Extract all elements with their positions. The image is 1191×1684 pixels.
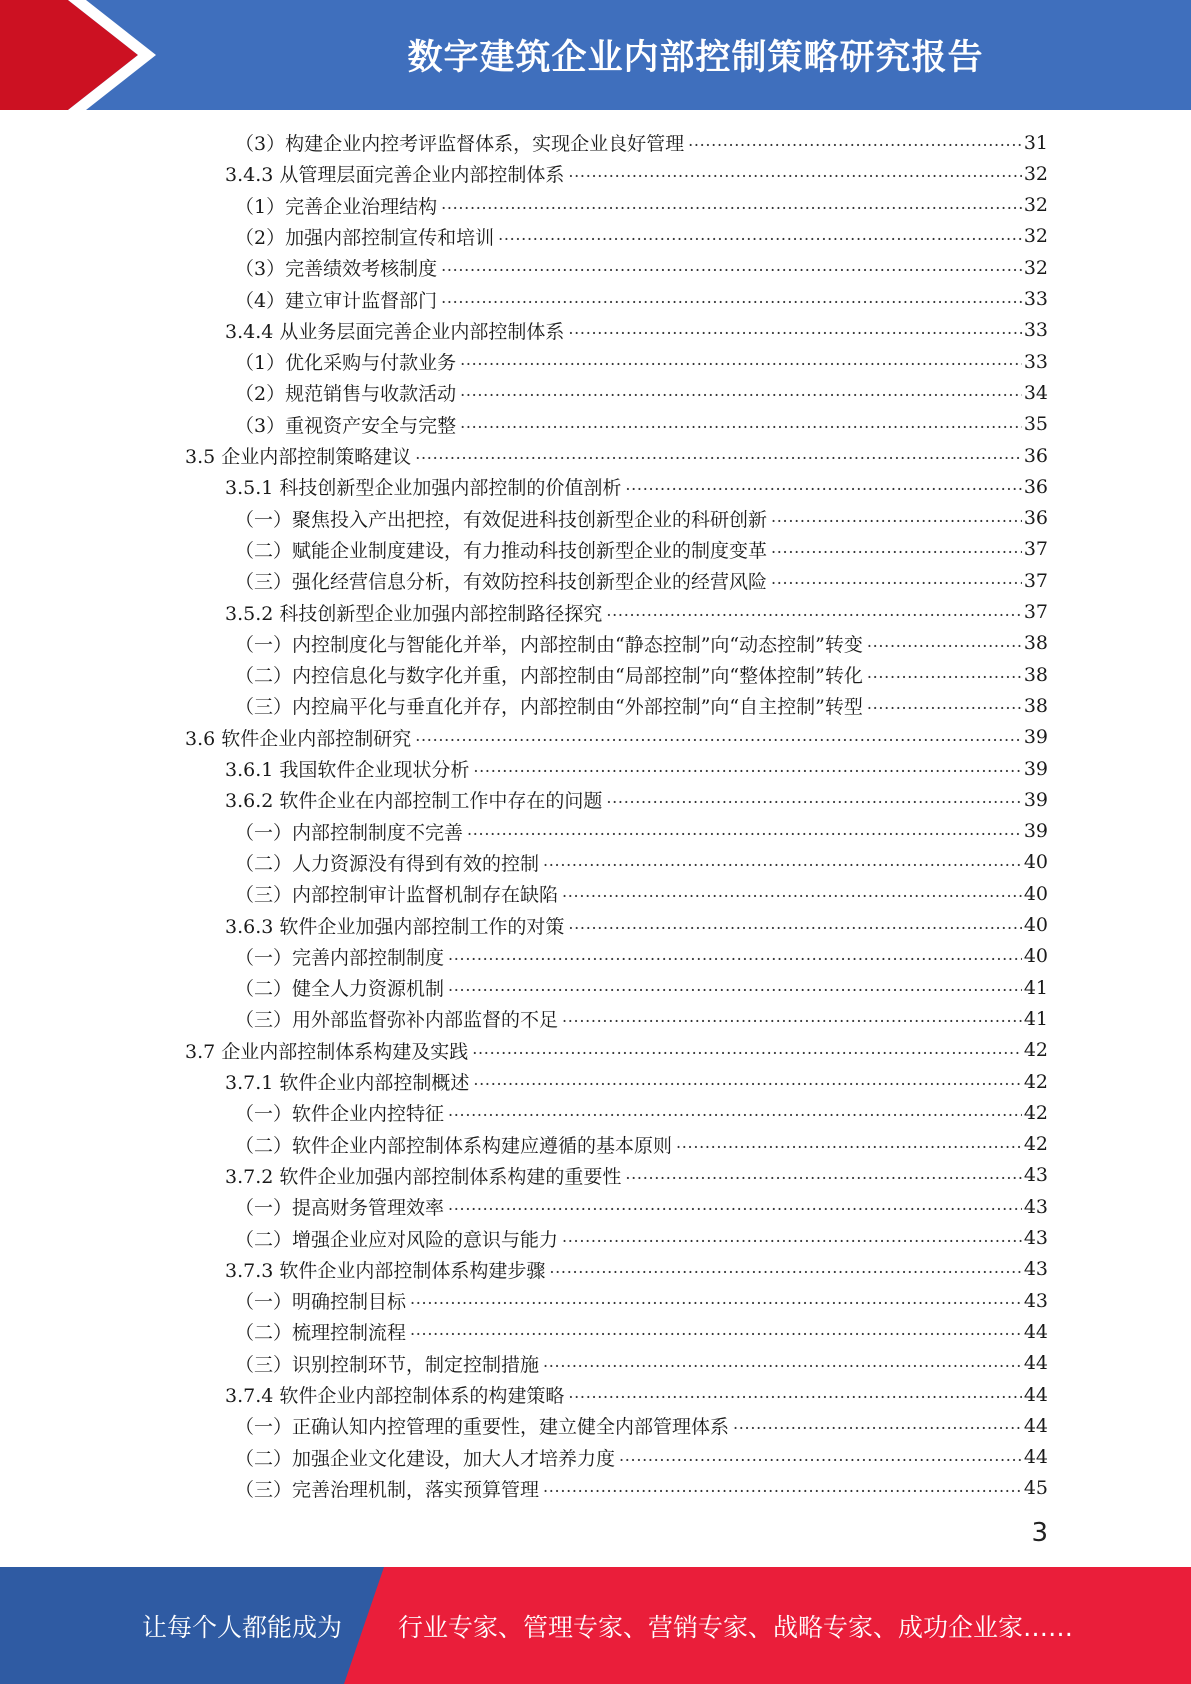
toc-leader-dots [771, 565, 1022, 596]
toc-entry-title: （一）正确认知内控管理的重要性，建立健全内部管理体系 [235, 1416, 730, 1439]
toc-entry-title: 3.7.2 软件企业加强内部控制体系构建的重要性 [225, 1165, 622, 1188]
toc-entry-page: 36 [1023, 507, 1048, 530]
toc-leader-dots [625, 1160, 1021, 1191]
toc-entry-title: 3.7 企业内部控制体系构建及实践 [185, 1040, 469, 1063]
toc-entry-title: （4）建立审计监督部门 [235, 289, 438, 312]
toc-entry-page: 43 [1023, 1258, 1048, 1281]
toc-entry-title: （1）完善企业治理结构 [235, 195, 438, 218]
toc-entry-title: （一）聚焦投入产出把控，有效促进科技创新型企业的科研创新 [235, 508, 768, 531]
toc-entry[interactable] [0, 1191, 1048, 1222]
toc-entry-title: （三）内部控制审计监督机制存在缺陷 [235, 884, 559, 907]
toc-entry[interactable] [0, 1035, 1048, 1066]
toc-leader-dots [867, 659, 1022, 690]
toc-leader-dots [498, 221, 1022, 252]
toc-entry-title: （二）人力资源没有得到有效的控制 [235, 852, 540, 875]
toc-entry[interactable] [0, 440, 1048, 471]
toc-entry[interactable] [0, 910, 1048, 941]
toc-entry-page: 43 [1023, 1289, 1048, 1312]
toc-leader-dots [619, 1442, 1022, 1473]
toc-entry-title: 3.6.2 软件企业在内部控制工作中存在的问题 [225, 790, 603, 813]
toc-leader-dots [460, 409, 1022, 440]
toc-entry[interactable] [0, 565, 1048, 596]
toc-entry[interactable] [0, 1097, 1048, 1128]
toc-leader-dots [543, 1348, 1022, 1379]
toc-entry-page: 33 [1023, 319, 1048, 342]
toc-entry-page: 35 [1023, 413, 1048, 436]
toc-entry-page: 44 [1023, 1383, 1048, 1406]
toc-entry-title: （一）软件企业内控特征 [235, 1103, 445, 1126]
toc-entry[interactable] [0, 753, 1048, 784]
toc-entry-title: 3.4.3 从管理层面完善企业内部控制体系 [225, 164, 565, 187]
toc-leader-dots [606, 784, 1021, 815]
toc-entry-page: 45 [1023, 1477, 1048, 1500]
toc-entry-title: 3.7.4 软件企业内部控制体系的构建策略 [225, 1385, 565, 1407]
toc-entry-page: 44 [1023, 1352, 1048, 1375]
toc-entry[interactable] [0, 1003, 1048, 1034]
toc-entry-page: 39 [1023, 726, 1048, 749]
toc-entry-page: 36 [1023, 444, 1048, 467]
toc-entry-title: （三）内控扁平化与垂直化并存，内部控制由“外部控制”向“自主控制”转型 [235, 696, 863, 719]
toc-entry-page: 40 [1023, 851, 1048, 874]
toc-entry-title: （3）重视资产安全与完整 [235, 414, 457, 437]
page-footer [0, 1567, 1191, 1684]
toc-leader-dots [448, 972, 1022, 1003]
toc-entry[interactable] [0, 315, 1048, 346]
toc-entry-page: 34 [1023, 381, 1048, 404]
toc-leader-dots [568, 158, 1021, 189]
toc-entry-page: 33 [1023, 288, 1048, 310]
page-header [0, 0, 1191, 110]
toc-entry-page: 37 [1023, 601, 1048, 623]
toc-entry-page: 44 [1023, 1446, 1048, 1469]
toc-entry[interactable] [0, 158, 1048, 189]
toc-entry[interactable] [0, 127, 1048, 158]
toc-entry-title: 3.5.2 科技创新型企业加强内部控制路径探究 [225, 602, 603, 625]
toc-entry[interactable] [0, 816, 1048, 847]
toc-leader-dots [415, 722, 1022, 753]
toc-entry[interactable] [0, 346, 1048, 377]
toc-entry-title: 3.6.1 我国软件企业现状分析 [225, 759, 470, 781]
toc-entry[interactable] [0, 377, 1048, 408]
toc-entry[interactable] [0, 252, 1048, 283]
toc-leader-dots [562, 878, 1022, 909]
toc-leader-dots [410, 1316, 1022, 1347]
toc-entry-page: 39 [1023, 788, 1048, 811]
toc-entry-title: （二）加强企业文化建设，加大人才培养力度 [235, 1447, 616, 1470]
toc-entry[interactable] [0, 784, 1048, 815]
toc-entry-title: （二）健全人力资源机制 [235, 978, 445, 1001]
toc-entry-title: （1）优化采购与付款业务 [235, 352, 457, 375]
toc-entry-page: 43 [1023, 1227, 1048, 1249]
toc-entry-title: 3.7.1 软件企业内部控制概述 [225, 1072, 470, 1094]
toc-entry-page: 37 [1023, 538, 1048, 561]
toc-entry-title: 3.5 企业内部控制策略建议 [185, 446, 412, 468]
toc-entry-page: 32 [1023, 162, 1048, 185]
toc-entry[interactable] [0, 284, 1048, 315]
toc-entry[interactable] [0, 628, 1048, 659]
toc-entry[interactable] [0, 1160, 1048, 1191]
toc-leader-dots [568, 1379, 1021, 1410]
toc-leader-dots [771, 503, 1022, 534]
toc-leader-dots [676, 1129, 1022, 1160]
toc-leader-dots [441, 284, 1022, 315]
toc-entry[interactable] [0, 534, 1048, 565]
toc-leader-dots [562, 1003, 1022, 1034]
toc-entry-title: （2）加强内部控制宣传和培训 [235, 226, 495, 249]
toc-leader-dots [606, 597, 1021, 628]
toc-entry-page: 33 [1023, 350, 1048, 373]
toc-entry[interactable] [0, 1348, 1048, 1379]
toc-leader-dots [562, 1223, 1022, 1254]
toc-entry-page: 44 [1023, 1414, 1048, 1437]
toc-entry-title: 3.5.1 科技创新型企业加强内部控制的价值剖析 [225, 477, 622, 500]
toc-entry-title: （一）提高财务管理效率 [235, 1197, 445, 1220]
toc-entry-title: （三）强化经营信息分析，有效防控科技创新型企业的经营风险 [235, 571, 768, 594]
toc-leader-dots [771, 534, 1022, 565]
toc-entry[interactable] [0, 1223, 1048, 1254]
toc-entry[interactable] [0, 221, 1048, 252]
toc-entry-page: 38 [1023, 663, 1048, 686]
toc-entry-title: （3）构建企业内控考评监督体系，实现企业良好管理 [235, 133, 685, 155]
toc-entry-title: （一）明确控制目标 [235, 1291, 407, 1314]
toc-entry[interactable] [0, 972, 1048, 1003]
toc-entry-page: 37 [1023, 569, 1048, 592]
toc-leader-dots [448, 941, 1022, 972]
toc-entry-page: 42 [1023, 1039, 1048, 1062]
toc-entry[interactable] [0, 1442, 1048, 1473]
toc-entry[interactable] [0, 1379, 1048, 1410]
toc-entry-title: （三）用外部监督弥补内部监督的不足 [235, 1009, 559, 1032]
toc-leader-dots [460, 346, 1022, 377]
toc-entry[interactable] [0, 941, 1048, 972]
toc-entry-page: 44 [1023, 1320, 1048, 1343]
toc-leader-dots [467, 816, 1022, 847]
toc-entry-title: （三）完善治理机制，落实预算管理 [235, 1478, 540, 1501]
toc-leader-dots [448, 1097, 1022, 1128]
toc-entry-page: 38 [1023, 632, 1048, 655]
toc-entry[interactable] [0, 471, 1048, 502]
toc-leader-dots [549, 1254, 1021, 1285]
toc-leader-dots [733, 1410, 1022, 1441]
header-arrow-icon [0, 0, 200, 110]
toc-entry-page: 41 [1023, 976, 1048, 999]
toc-leader-dots [543, 847, 1022, 878]
toc-leader-dots [460, 377, 1022, 408]
toc-entry[interactable] [0, 722, 1048, 753]
toc-leader-dots [473, 1066, 1021, 1097]
toc-entry-page: 32 [1023, 194, 1048, 217]
toc-entry-title: （二）赋能企业制度建设，有力推动科技创新型企业的制度变革 [235, 539, 768, 562]
toc-leader-dots [867, 628, 1022, 659]
toc-leader-dots [543, 1473, 1022, 1504]
toc-entry[interactable] [0, 659, 1048, 690]
toc-entry[interactable] [0, 597, 1048, 628]
toc-leader-dots [441, 252, 1022, 283]
toc-entry[interactable] [0, 409, 1048, 440]
toc-entry-page: 43 [1023, 1195, 1048, 1218]
toc-entry-title: （一）完善内部控制制度 [235, 946, 445, 969]
toc-entry-page: 31 [1023, 131, 1048, 154]
toc-entry-page: 38 [1023, 694, 1048, 717]
toc-entry[interactable] [0, 1254, 1048, 1285]
toc-entry-title: 3.6.3 软件企业加强内部控制工作的对策 [225, 915, 565, 938]
page-number: 3 [1031, 1518, 1048, 1548]
document-title: 数字建筑企业内部控制策略研究报告 [407, 38, 984, 78]
toc-leader-dots [473, 753, 1021, 784]
toc-entry-title: 3.6 软件企业内部控制研究 [185, 727, 412, 750]
toc-leader-dots [415, 440, 1022, 471]
toc-entry-page: 40 [1023, 882, 1048, 905]
toc-entry-page: 32 [1023, 225, 1048, 248]
toc-entry[interactable] [0, 690, 1048, 721]
toc-entry[interactable] [0, 1410, 1048, 1441]
toc-entry-title: （二）内控信息化与数字化并重，内部控制由“局部控制”向“整体控制”转化 [235, 665, 863, 688]
toc-entry[interactable] [0, 190, 1048, 221]
toc-entry-title: （2）规范销售与收款活动 [235, 383, 457, 406]
footer-slogan-right: 行业专家、管理专家、营销专家、战略专家、成功企业家…… [398, 1612, 1074, 1642]
toc-entry-title: （二）增强企业应对风险的意识与能力 [235, 1228, 559, 1251]
toc-leader-dots [867, 690, 1022, 721]
toc-leader-dots [568, 315, 1021, 346]
toc-entry-page: 41 [1023, 1007, 1048, 1030]
toc-entry-title: （三）识别控制环节，制定控制措施 [235, 1353, 540, 1376]
toc-entry-page: 43 [1023, 1164, 1048, 1187]
toc-leader-dots [410, 1285, 1022, 1316]
toc-entry-page: 40 [1023, 945, 1048, 968]
toc-entry-title: （一）内部控制制度不完善 [235, 821, 464, 844]
toc-entry-page: 42 [1023, 1101, 1048, 1124]
toc-entry-title: （二）软件企业内部控制体系构建应遵循的基本原则 [235, 1134, 673, 1157]
toc-entry-page: 36 [1023, 475, 1048, 498]
toc-entry[interactable] [0, 503, 1048, 534]
toc-entry-page: 42 [1023, 1070, 1048, 1093]
toc-entry[interactable] [0, 1316, 1048, 1347]
toc-entry-title: （3）完善绩效考核制度 [235, 258, 438, 281]
toc-entry-title: （二）梳理控制流程 [235, 1322, 407, 1345]
toc-entry-title: 3.4.4 从业务层面完善企业内部控制体系 [225, 320, 565, 343]
toc-entry[interactable] [0, 847, 1048, 878]
toc-entry-page: 40 [1023, 914, 1048, 936]
toc-entry-page: 32 [1023, 256, 1048, 279]
toc-leader-dots [448, 1191, 1022, 1222]
toc-entry-page: 39 [1023, 820, 1048, 843]
toc-entry-page: 42 [1023, 1133, 1048, 1156]
toc-entry[interactable] [0, 878, 1048, 909]
toc-entry-page: 39 [1023, 757, 1048, 780]
toc-leader-dots [568, 910, 1021, 941]
toc-entry[interactable] [0, 1066, 1048, 1097]
toc-entry[interactable] [0, 1473, 1048, 1504]
toc-leader-dots [441, 190, 1022, 221]
toc-entry[interactable] [0, 1129, 1048, 1160]
toc-leader-dots [625, 471, 1021, 502]
toc-leader-dots [688, 127, 1022, 158]
toc-entry-title: 3.7.3 软件企业内部控制体系构建步骤 [225, 1259, 546, 1282]
toc-entry[interactable] [0, 1285, 1048, 1316]
toc-entry-title: （一）内控制度化与智能化并举，内部控制由“静态控制”向“动态控制”转变 [235, 633, 863, 656]
toc-leader-dots [472, 1035, 1022, 1066]
footer-slogan-left: 让每个人都能成为 [142, 1612, 343, 1642]
